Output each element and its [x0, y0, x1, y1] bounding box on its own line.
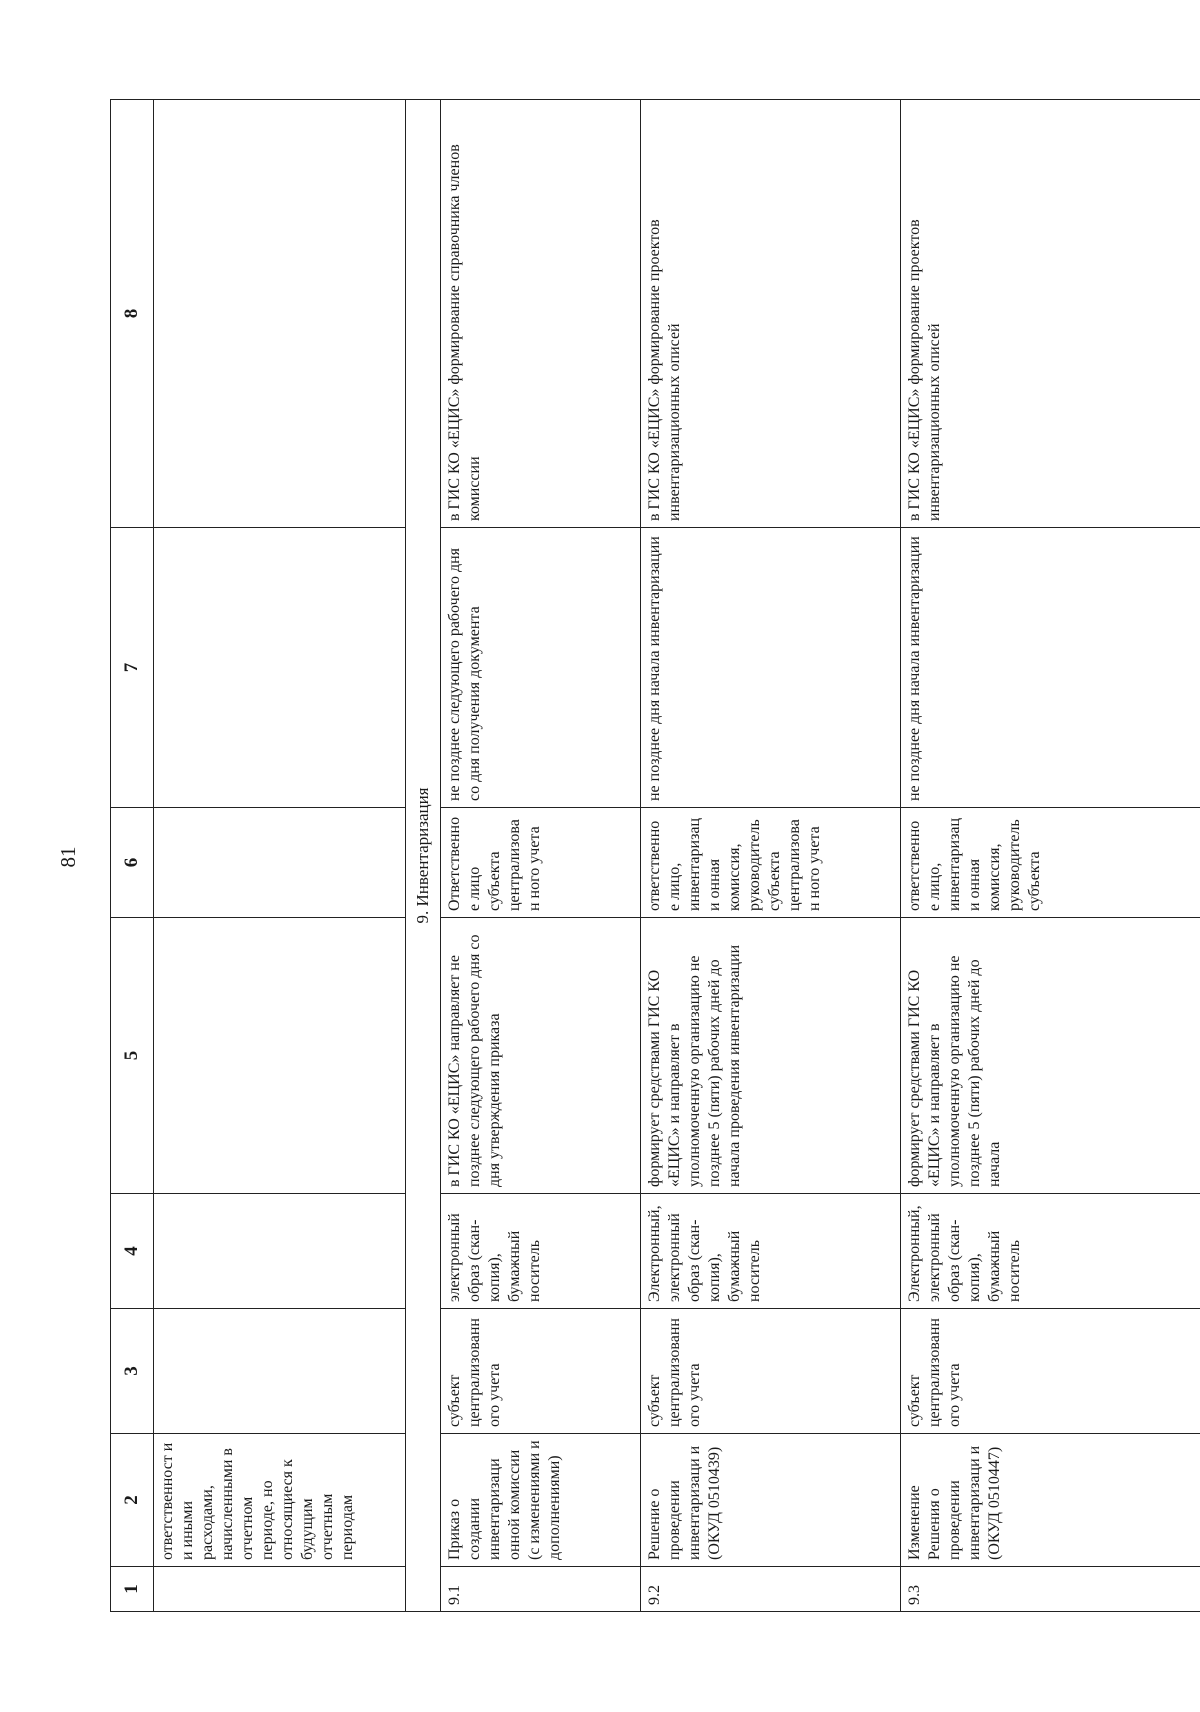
header-cell: 6 [111, 808, 154, 918]
cell-processing: в ГИС КО «ЕЦИС» формирование справочника членов комиссии [441, 100, 641, 528]
cell-author: субъект централизованн ого учета [641, 1309, 901, 1434]
page-number: 81 [56, 846, 80, 868]
header-row [111, 100, 154, 1612]
header-cell: 8 [111, 100, 154, 528]
cell-format [154, 1194, 406, 1309]
section-row [406, 100, 441, 1612]
cell-number: 9.1 [441, 1567, 641, 1612]
cell-processing [154, 100, 406, 528]
table-row [641, 100, 901, 1612]
cell-deadline: не позднее дня начала инвентаризации [641, 528, 901, 808]
cell-author: субъект централизованн ого учета [901, 1309, 1200, 1434]
table-row [441, 100, 641, 1612]
cell-processing: в ГИС КО «ЕЦИС» формирование проектов инвентаризационных описей [901, 100, 1200, 528]
cell-format: электронный образ (скан-копия), бумажный носитель [441, 1194, 641, 1309]
table-row [901, 100, 1200, 1612]
cell-author: субъект централизованн ого учета [441, 1309, 641, 1434]
cell-deadline: не позднее следующего рабочего дня со дня получения документа [441, 528, 641, 808]
cell-document: Изменение Решения о проведении инвентаризаци и (ОКУД 0510447) [901, 1434, 1200, 1567]
cell-responsible [154, 808, 406, 918]
cell-format: Электронный, электронный образ (скан-копия), бумажный носитель [641, 1194, 901, 1309]
document-table [110, 100, 1200, 1612]
cell-responsible: Ответственное лицо субъекта централизован ного учета [441, 808, 641, 918]
header-cell: 2 [111, 1434, 154, 1567]
cell-number [154, 1567, 406, 1612]
header-cell: 3 [111, 1309, 154, 1434]
cell-deadline: не позднее дня начала инвентаризации [901, 528, 1200, 808]
header-cell: 5 [111, 918, 154, 1194]
cell-author [154, 1309, 406, 1434]
header-cell: 4 [111, 1194, 154, 1309]
cell-responsible: ответственное лицо, инвентаризаци онная комиссия, руководитель субъекта централизован ного учета [641, 808, 901, 918]
cell-document: Решение о проведении инвентаризаци и (ОКУД 0510439) [641, 1434, 901, 1567]
cell-format: Электронный, электронный образ (скан-копия), бумажный носитель [901, 1194, 1200, 1309]
header-cell: 7 [111, 528, 154, 808]
cell-number: 9.2 [641, 1567, 901, 1612]
table-row [154, 100, 406, 1612]
header-cell: 1 [111, 1567, 154, 1612]
cell-responsible: ответственное лицо, инвентаризаци онная комиссия, руководитель субъекта [901, 808, 1200, 918]
cell-action: формирует средствами ГИС КО «ЕЦИС» и направляет в уполномоченную организацию не позднее 5 (пяти) рабочих дней до начала проведения инвентаризации [641, 918, 901, 1194]
cell-action: формирует средствами ГИС КО «ЕЦИС» и направляет в уполномоченную организацию не позднее 5 (пяти) рабочих дней до начала [901, 918, 1200, 1194]
section-title: 9. Инвентаризация [406, 100, 441, 1612]
cell-number: 9.3 [901, 1567, 1200, 1612]
cell-processing: в ГИС КО «ЕЦИС» формирование проектов инвентаризационных описей [641, 100, 901, 528]
cell-document: Приказ о создании инвентаризаци онной комиссии (с изменениями и дополнениями) [441, 1434, 641, 1567]
cell-action [154, 918, 406, 1194]
cell-deadline [154, 528, 406, 808]
cell-document: ответственност и и иными расходами, начисленными в отчетном периоде, но относящиеся к будущим отчетным периодам [154, 1434, 406, 1567]
cell-action: в ГИС КО «ЕЦИС» направляет не позднее следующего рабочего дня со дня утверждения приказа [441, 918, 641, 1194]
